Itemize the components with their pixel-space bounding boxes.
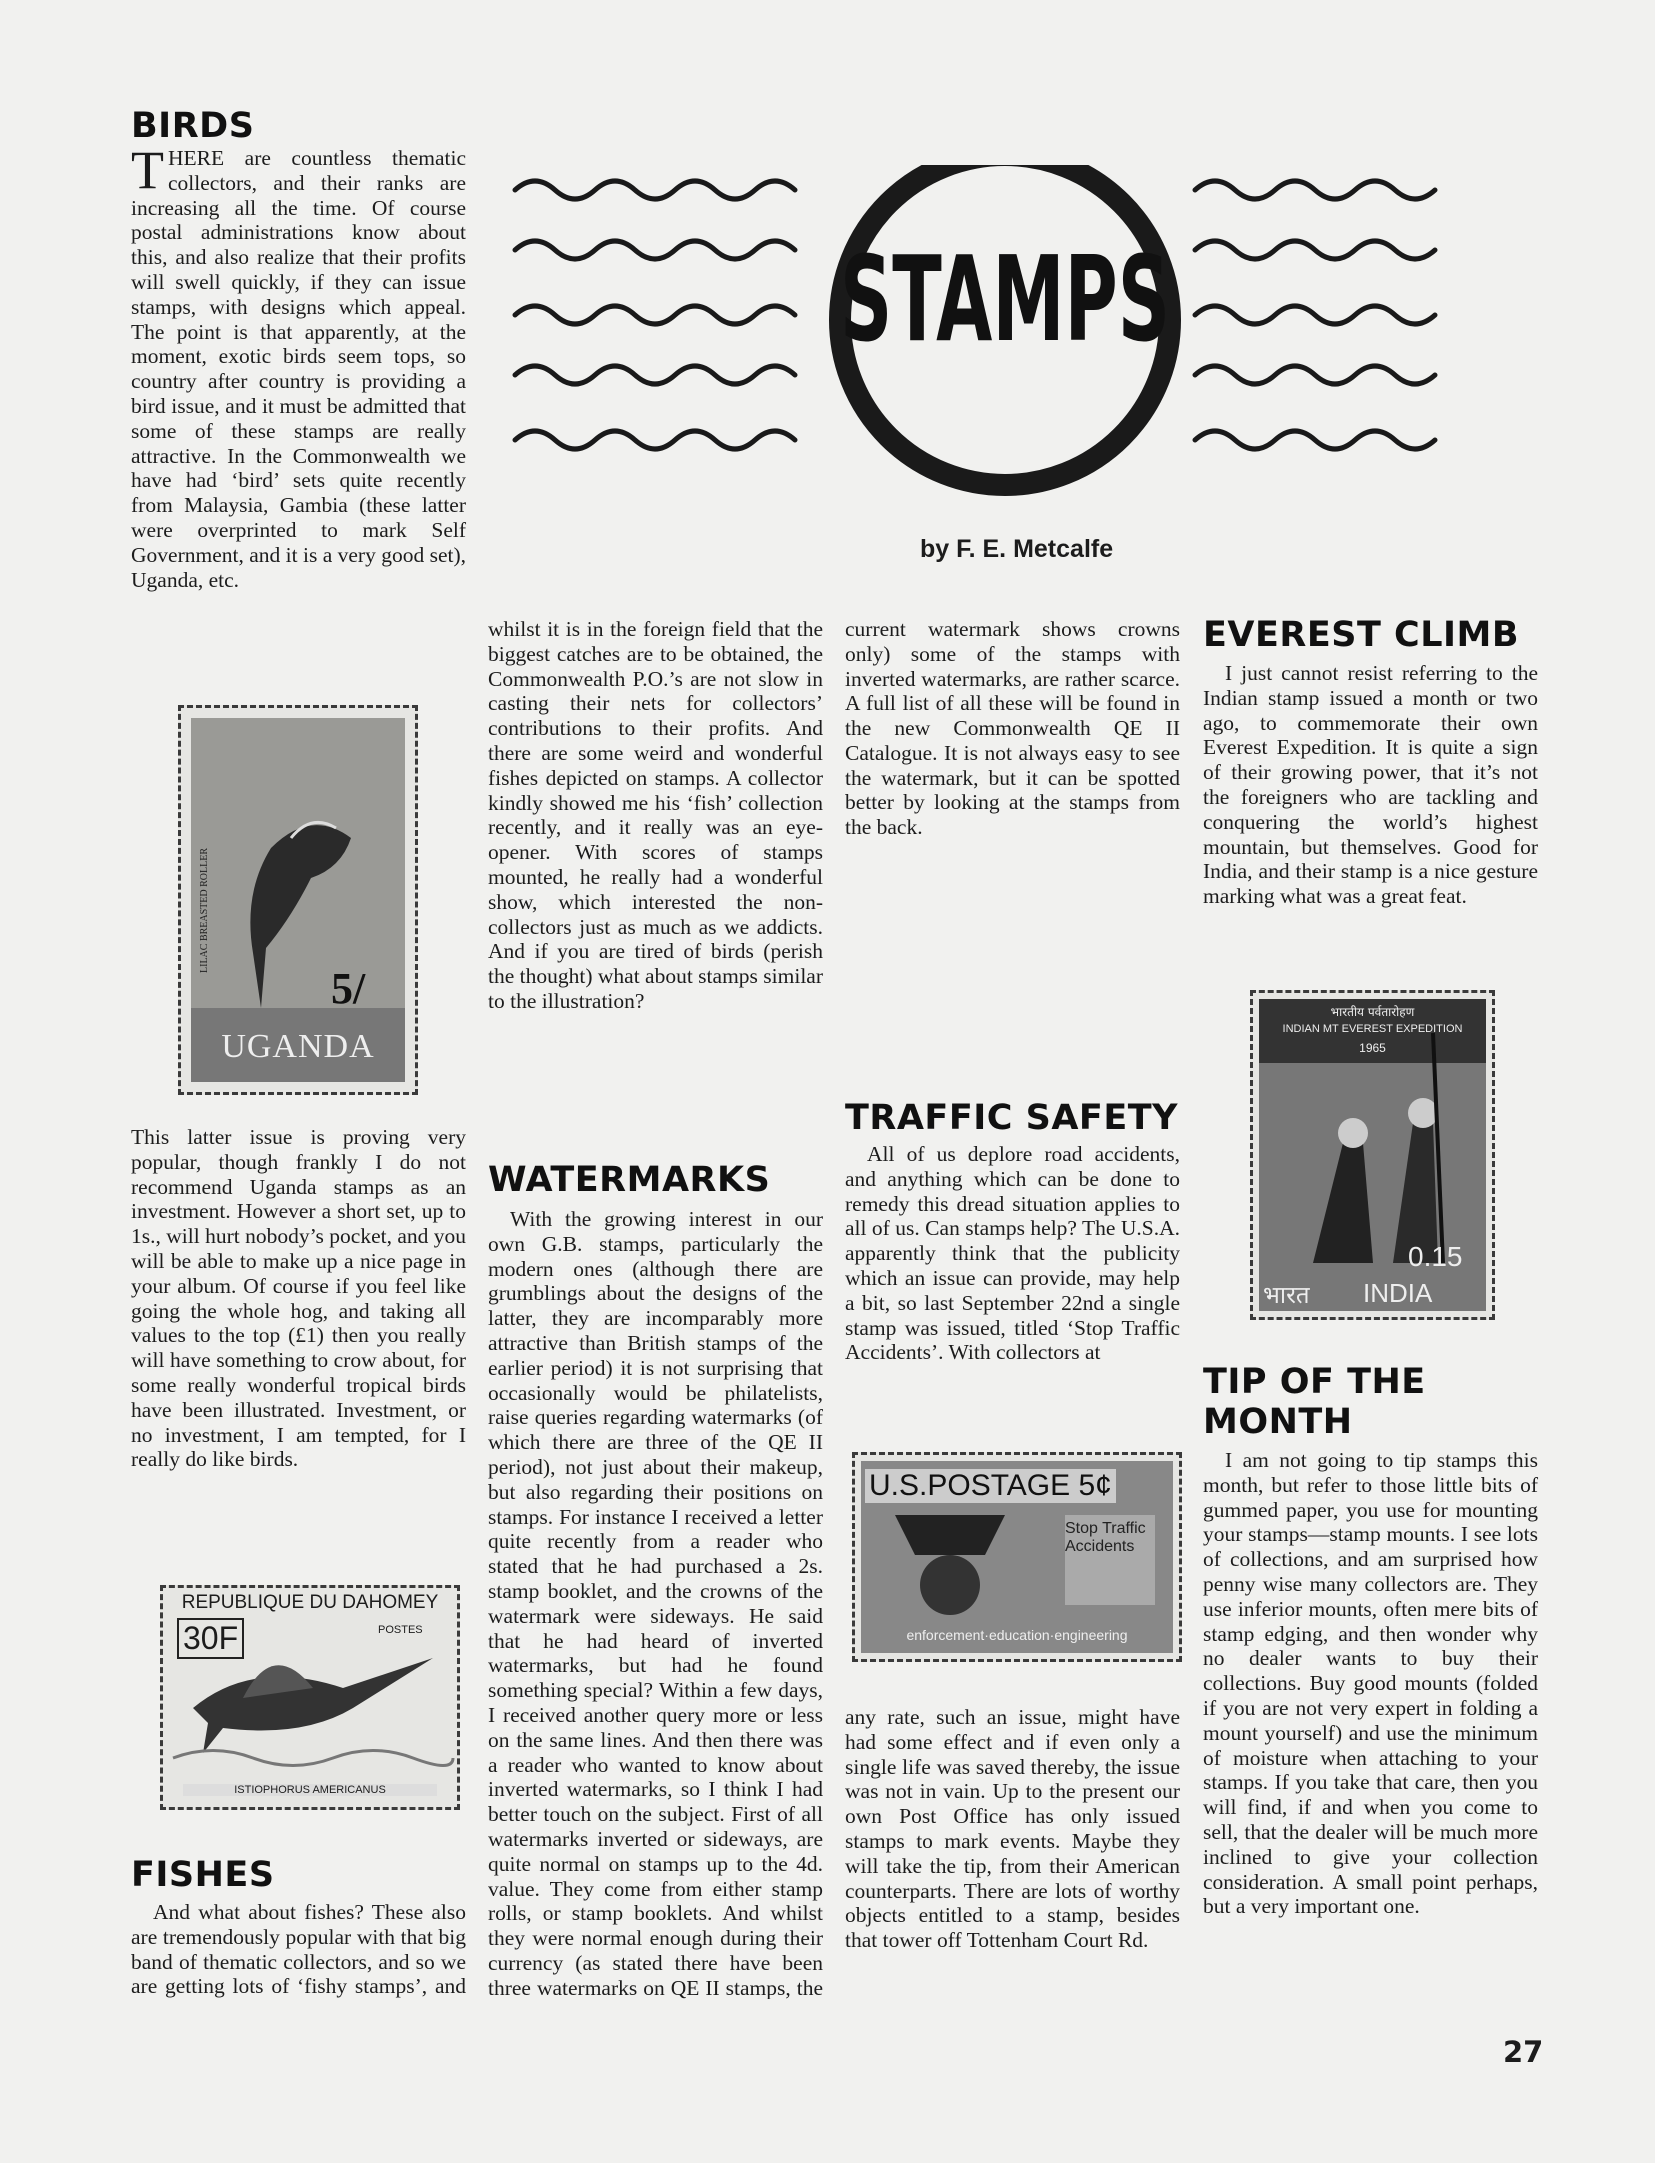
uganda-country: UGANDA: [221, 1028, 375, 1065]
uganda-value: 5/: [331, 964, 366, 1013]
traffic-continued: [845, 1705, 1180, 1953]
fishes-paragraph: And what about fishes? These also are tremendously popular with that big band of thematic collectors, and so we are getting lots of ‘fishy stamps’, and: [131, 1900, 466, 1999]
usa-postage: U.S.POSTAGE 5¢: [865, 1469, 1116, 1503]
india-year: 1965: [1359, 1041, 1386, 1055]
fishes-text-col2: [488, 617, 823, 1117]
traffic-paragraph-1: All of us deplore road accidents, and anything which can be done to remedy this dread situation applies to all of us. Can stamps help? The U.S.A. apparently think that the publicity which an issue can provide, may help a bit, so last September 22nd a single stamp was issued, titled ‘Stop Traffic Accidents’. With collectors at: [845, 1142, 1180, 1365]
fishes-section: [131, 1855, 466, 1895]
usa-traffic-stamp: [852, 1452, 1182, 1662]
watermarks-text-col2: [488, 1207, 823, 1999]
byline: by F. E. Metcalfe: [920, 535, 1114, 563]
watermarks-text-col3: [845, 617, 1180, 1065]
watermarks-heading: WATERMARKS: [488, 1160, 771, 1200]
traffic-section: [845, 1098, 1180, 1365]
everest-section: [1203, 615, 1538, 909]
india-title: INDIAN MT EVEREST EXPEDITION: [1282, 1023, 1463, 1035]
dahomey-country: REPUBLIQUE DU DAHOMEY: [181, 1592, 439, 1613]
watermarks-paragraph-cont: current watermark shows crowns only) some of the stamps with inverted watermarks, are rather scarce. A full list of all these will be found in the new Commonwealth QE II Catalogue. It is not always easy to see the watermark, but it can be spotted better by looking at the stamps from the back.: [845, 617, 1180, 840]
fishes-heading: FISHES: [131, 1855, 275, 1895]
india-country: INDIA: [1363, 1278, 1433, 1308]
watermarks-paragraph: With the growing interest in our own G.B. stamps, particularly the modern ones (although there are grumblings about the designs of the latter, they are incomparably more attractive than British stamps of the earlier period) it is not surprising that occasionally would be philatelists, raise queries regarding watermarks (of which there are three of the QE II period), not just about their makeup, but also regarding their positions on stamps. For instance I received a letter quite recently from a reader who stated that he had purchased a 2s. stamp booklet, and the crowns of the watermark were sideways. He said that he had heard of inverted watermarks, but had he found something special? Within a few days, I received another query more or less on the same lines. And then there was a reader who wanted to know about inverted watermarks, so I think I had better touch on the subject. First of all watermarks inverted or sideways, are quite normal on stamps up to the 4d. value. They come from either stamp rolls, or stamp booklets. And whilst they were normal enough during their currency (as stated there have been three watermarks on QE II stamps, the: [488, 1207, 823, 1999]
dahomey-value: 30F: [177, 1618, 244, 1659]
india-title-hindi: भारतीय पर्वतारोहण: [1330, 1005, 1415, 1019]
usa-motto: Stop Traffic Accidents: [1065, 1520, 1146, 1555]
fishes-paragraph-cont: whilst it is in the foreign field that the biggest catches are to be obtained, the Commonwealth P.O.’s are not slow in casting their nets for collectors’ contributions to their profits. And there are some weird and wonderful fishes depicted on stamps. A collector kindly showed me his ‘fish’ collection recently, and it really was an eye-opener. With scores of stamps mounted, he really had a wonderful show, which interested the non-collectors just as much as we addicts. And if you are tired of birds (perish the thought) what about stamps similar to the illustration?: [488, 617, 823, 1013]
tip-heading: TIP OF THE MONTH: [1203, 1362, 1426, 1442]
usa-slogan: enforcement·education·engineering: [906, 1627, 1128, 1643]
everest-paragraph: I just cannot resist referring to the Indian stamp issued a month or two ago, to commemorate their own Everest Expedition. It is quite a sign of their growing power, that it’s not the foreigners who are tackling and conquering the world’s highest mountain, but themselves. Good for India, and their stamp is a nice gesture marking what was a great feat.: [1203, 661, 1538, 909]
dahomey-species: ISTIOPHORUS AMERICANUS: [183, 1784, 437, 1796]
birds-heading: BIRDS: [131, 106, 255, 146]
india-value: 0.15: [1408, 1241, 1463, 1272]
watermarks-section: [488, 1160, 823, 1200]
uganda-bird-stamp: [178, 705, 418, 1095]
drop-cap: T: [131, 140, 164, 200]
column-1: [131, 106, 466, 592]
india-country-hindi: भारत: [1263, 1281, 1310, 1309]
everest-heading: EVEREST CLIMB: [1203, 615, 1520, 655]
birds-paragraph-2: This latter issue is proving very popular, though frankly I do not recommend Uganda stamps as an investment. However a short set, up to 1s., will hurt nobody’s pocket, and you will be able to make up a nice page in your album. Of course if you feel like going the whole hog, and taking all values to the top (£1) then you really will have something to crow about, for some really wonderful tropical birds have been illustrated. Investment, or no investment, I am tempted, for I really do like birds.: [131, 1125, 467, 1472]
uganda-species: LILAC BREASTED ROLLER: [199, 848, 210, 973]
fishes-text-col1: [131, 1900, 466, 2000]
column-1-lower: [131, 1125, 466, 1472]
dahomey-postes: POSTES: [378, 1624, 423, 1636]
dahomey-fish-stamp: [160, 1585, 460, 1810]
banner-title: STAMPS: [840, 230, 1170, 368]
traffic-heading: TRAFFIC SAFETY: [845, 1098, 1178, 1138]
birds-paragraph-1: [131, 140, 466, 592]
tip-section: [1203, 1362, 1538, 1919]
page-number: 27: [1503, 2035, 1544, 2069]
postmark-banner-icon: [505, 165, 1485, 515]
traffic-paragraph-2: any rate, such an issue, might have had some effect and if even only a single life was saved thereby, the issue was not in vain. Up to the present our own Post Office has only issued stamps to mark events. Maybe they will take the tip, from their American counterparts. There are lots of worthy objects entitled to a stamp, besides that tower off Tottenham Court Rd.: [845, 1705, 1180, 1953]
india-everest-stamp: [1250, 990, 1495, 1320]
tip-paragraph: I am not going to tip stamps this month, but refer to those little bits of gummed paper, you use for mounting your stamps—stamp mounts. I see lots of collections, and am surprised how penny wise many collectors are. They use inferior mounts, often mere bits of stamp edging, and then wonder why no dealer wants to buy their collections. Buy good mounts (folded if you are not very expert in folding a mount yourself) and use the minimum of moisture when attaching to your stamps. If you take that care, then you will find, if and when you come to sell, that the dealer will be much more inclined to give your collection consideration. A small point perhaps, but a very important one.: [1203, 1448, 1538, 1919]
stamps-banner: [505, 165, 1485, 520]
birds-text-1: HERE are countless thematic collectors, and their ranks are increasing all the time. Of course postal administrations know about this, and also realize that their profits will swell quickly, if they can issue stamps, with designs which appeal. The point is that apparently, at the moment, exotic birds seem tops, so country after country is providing a bird issue, and it must be admitted that some of these stamps are really attractive. In the Commonwealth we have had ‘bird’ sets quite recently from Malaysia, Gambia (these latter were overprinted to mark Self Government, and it is a very good set), Uganda, etc.: [131, 146, 466, 592]
